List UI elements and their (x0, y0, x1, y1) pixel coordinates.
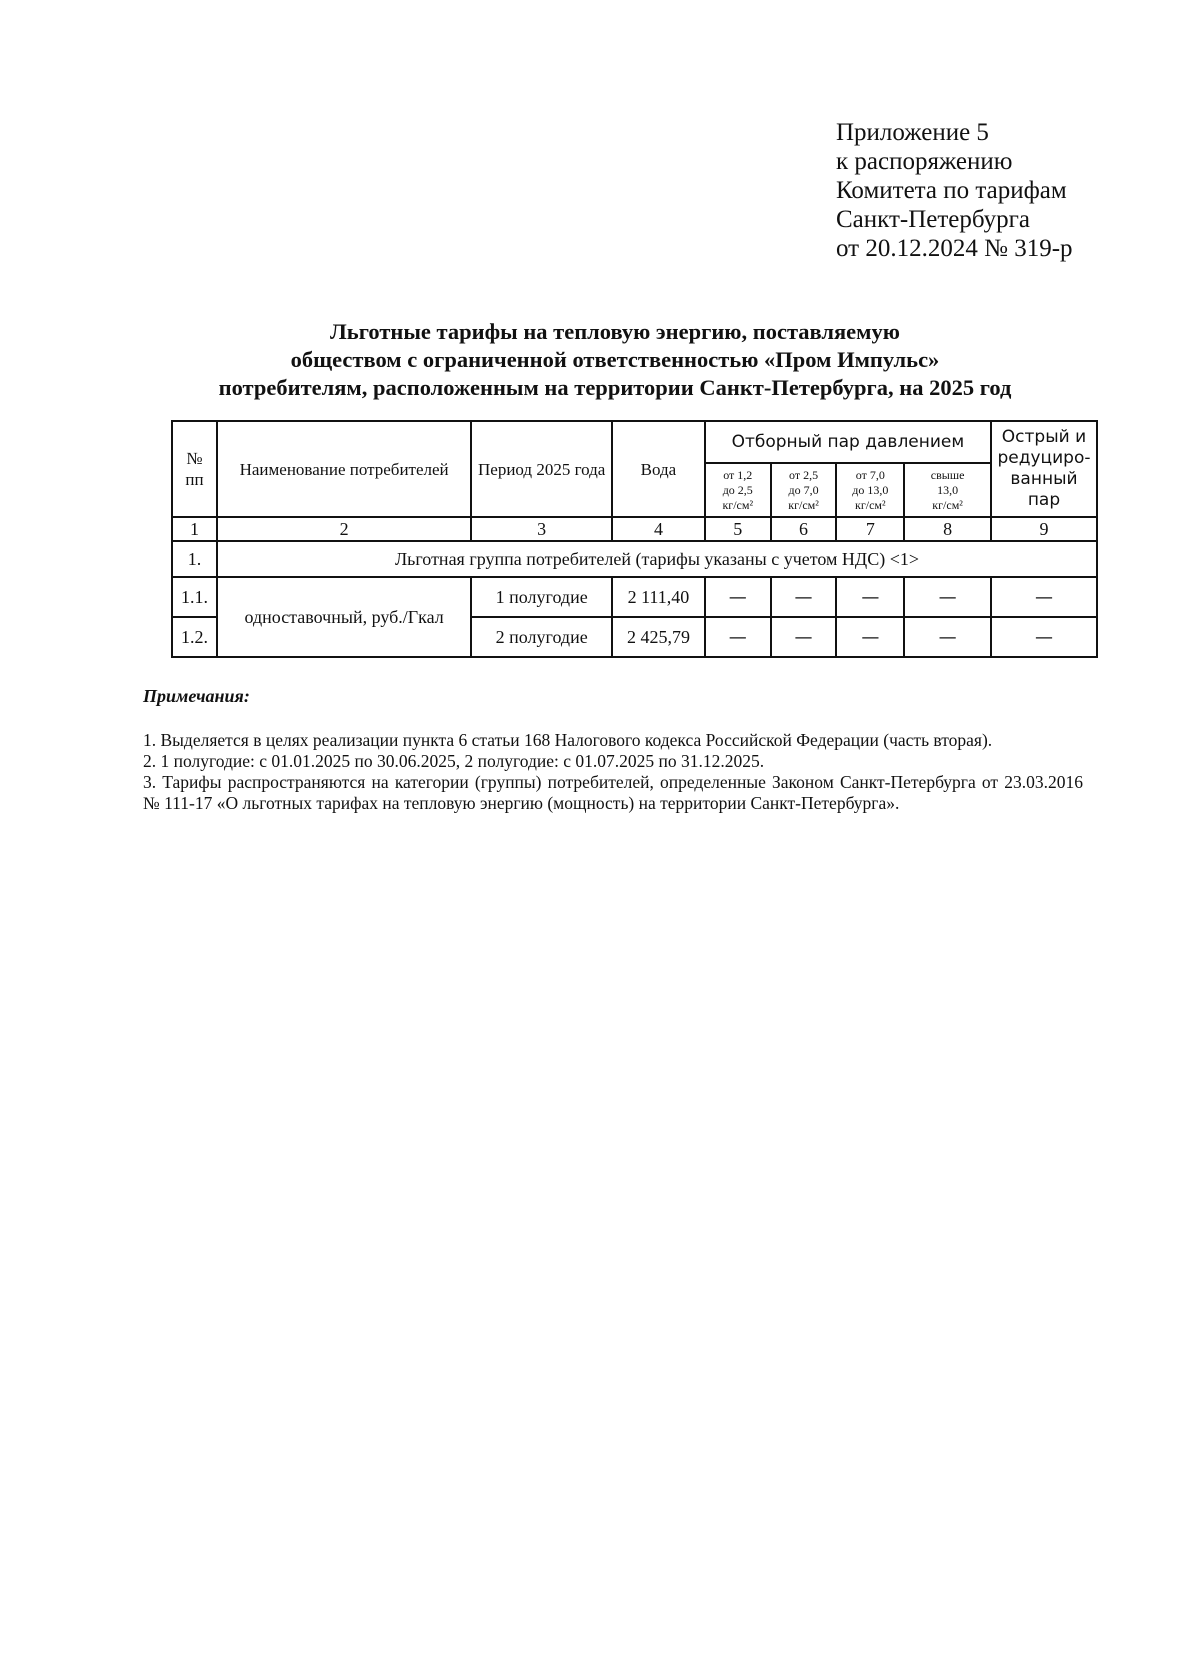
notes-list (143, 730, 1083, 814)
row-period: 2 полугодие (471, 617, 612, 657)
title-line: потребителям, расположенным на территории Санкт-Петербурга, на 2025 год (218, 375, 1012, 400)
group-num: 1. (172, 541, 217, 577)
row-steam-2: — (771, 617, 837, 657)
row-num: 1.2. (172, 617, 217, 657)
header-num: № пп (172, 421, 217, 517)
row-steam-4: — (904, 577, 991, 617)
column-numbers-row (172, 517, 1097, 541)
group-row (172, 541, 1097, 577)
row-steam-1: — (705, 617, 771, 657)
row-sharp: — (991, 577, 1097, 617)
note-item: 1. Выделяется в целях реализации пункта 6 статьи 168 Налогового кодекса Российской Федерации (часть вторая). (143, 730, 993, 750)
notes-title: Примечания: (143, 686, 250, 706)
header-row (172, 421, 1097, 463)
document-title (120, 318, 1110, 402)
header-period: Период 2025 года (471, 421, 612, 517)
note-item: 3. Тарифы распространяются на категории (группы) потребителей, определенные Законом Санкт-Петербурга от 23.03.2016 № 111-17 «О льготных тарифах на тепловую энергию (мощность) на территории Санкт-Петербурга». (143, 772, 1083, 813)
column-number: 1 (172, 517, 217, 541)
row-steam-3: — (836, 577, 904, 617)
column-number: 4 (612, 517, 705, 541)
column-number: 5 (705, 517, 771, 541)
header-steam-group: Отборный пар давлением (705, 421, 991, 463)
column-number: 7 (836, 517, 904, 541)
header-water: Вода (612, 421, 705, 517)
appendix-line: Приложение 5 (836, 119, 989, 146)
header-steam-1: от 1,2 до 2,5 кг/см² (705, 463, 771, 517)
appendix-line: Санкт-Петербурга (836, 206, 1031, 233)
column-number: 9 (991, 517, 1097, 541)
table-row (172, 577, 1097, 617)
header-steam-3: от 7,0 до 13,0 кг/см² (836, 463, 904, 517)
appendix-line: от 20.12.2024 № 319-р (836, 235, 1073, 262)
column-number: 2 (217, 517, 471, 541)
note-item: 2. 1 полугодие: с 01.01.2025 по 30.06.2025, 2 полугодие: с 01.07.2025 по 31.12.2025. (143, 751, 765, 771)
row-steam-4: — (904, 617, 991, 657)
appendix-block (836, 118, 1166, 263)
column-number: 8 (904, 517, 991, 541)
row-sharp: — (991, 617, 1097, 657)
consumer-type: одноставочный, руб./Гкал (217, 577, 471, 657)
column-number: 3 (471, 517, 612, 541)
row-water: 2 111,40 (612, 577, 705, 617)
row-water: 2 425,79 (612, 617, 705, 657)
row-steam-1: — (705, 577, 771, 617)
group-label: Льготная группа потребителей (тарифы указаны с учетом НДС) <1> (217, 541, 1097, 577)
title-line: Льготные тарифы на тепловую энергию, поставляемую (330, 319, 900, 344)
row-num: 1.1. (172, 577, 217, 617)
appendix-line: Комитета по тарифам (836, 177, 1067, 204)
title-line: обществом с ограниченной ответственностью «Пром Импульс» (290, 347, 940, 372)
tariff-table (171, 420, 1098, 658)
appendix-line: к распоряжению (836, 148, 1013, 175)
header-sharp-steam: Острый и редуциро-ванный пар (991, 421, 1097, 517)
header-steam-4: свыше 13,0 кг/см² (904, 463, 991, 517)
row-period: 1 полугодие (471, 577, 612, 617)
column-number: 6 (771, 517, 837, 541)
row-steam-3: — (836, 617, 904, 657)
header-steam-2: от 2,5 до 7,0 кг/см² (771, 463, 837, 517)
row-steam-2: — (771, 577, 837, 617)
header-consumer: Наименование потребителей (217, 421, 471, 517)
